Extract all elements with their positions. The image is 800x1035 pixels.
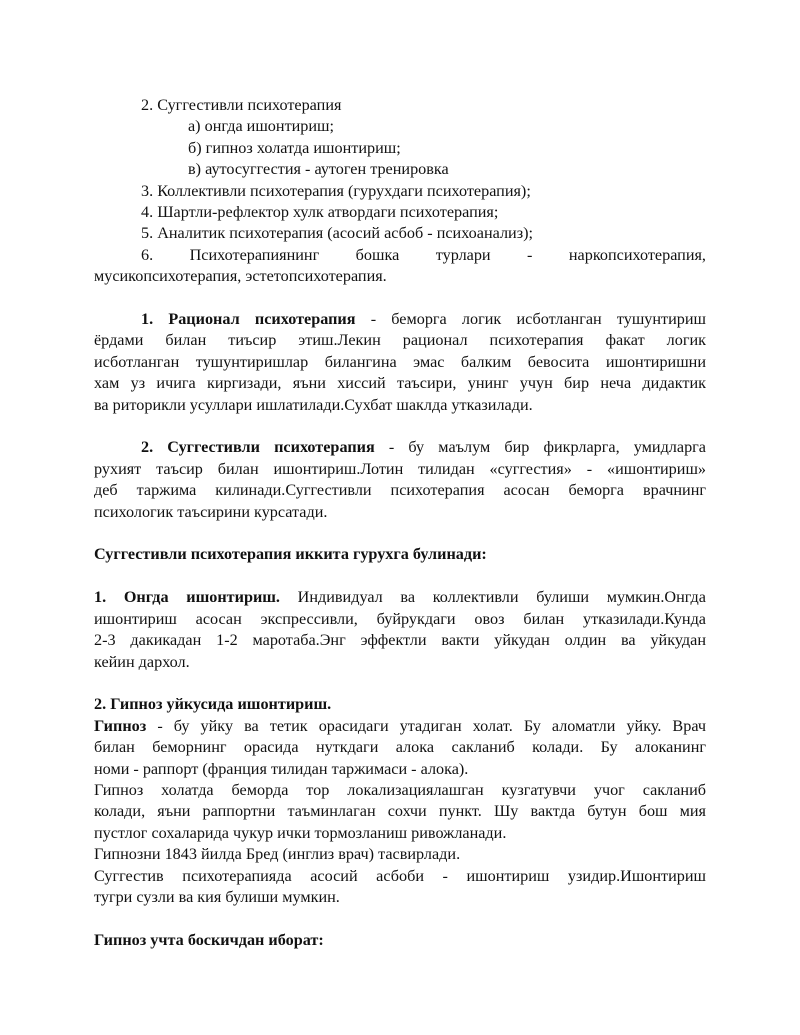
paragraph-line: Гипнозни 1843 йилда Бред (инглиз врач) тасвирлади.: [94, 845, 461, 864]
paragraph-line: номи - раппорт (франция тилидан таржимаси - алока).: [94, 759, 469, 778]
paragraph-line: психологик таъсирини курсатади.: [94, 502, 328, 521]
paragraph-line: колади, яъни раппортни таъминлаган сохчи пункт. Шу вактда бутун бош мия: [94, 802, 706, 821]
list-item-continuation: мусикопсихотерапия, эстетопсихотерапия.: [94, 267, 387, 286]
list-word: Психотерапиянинг: [189, 245, 320, 264]
paragraph-text: Индивидуал ва коллективли булиши мумкин.Онгда: [279, 588, 706, 607]
paragraph-line: исботланган тушунтиришлар билангина эмас балким бевосита ишонтиришни: [94, 352, 706, 371]
paragraph-line: 2-3 дакикадан 1-2 маротаба.Энг эффектли вакти уйкудан олдин ва уйкудан: [94, 631, 706, 650]
section-heading: [94, 694, 706, 715]
paragraph-heading: 2. Суггестивли психотерапия: [141, 438, 375, 457]
list-word: бошка: [355, 245, 400, 264]
paragraph-line: тугри сузли ва кия булиши мумкин.: [94, 887, 340, 906]
paragraph-text: - беморга логик исботланган тушунтириш: [355, 310, 707, 329]
list-word: турлари: [435, 245, 491, 264]
section-heading-text: 2. Гипноз уйкусида ишонтириш.: [94, 695, 332, 714]
list-subitem: а) онгда ишонтириш;: [188, 117, 335, 136]
list-item: 2. Суггестивли психотерапия: [141, 96, 342, 114]
paragraph-line: рухият таъсир билан ишонтириш.Лотин тилидан «суггестия» - «ишонтириш»: [94, 459, 706, 478]
list-item: [94, 245, 706, 266]
paragraph-heading: 1. Онгда ишонтириш.: [94, 588, 280, 607]
list-subitem: в) аутосуггестия - аутоген тренировка: [188, 160, 449, 179]
paragraph-heading: 1. Рационал психотерапия: [141, 310, 356, 329]
paragraph-line: Гипноз холатда беморда тор локализациялашган кузгатувчи учог сакланиб: [94, 780, 706, 799]
list-item: 3. Коллективли психотерапия (гурухдаги психотерапия);: [141, 181, 531, 200]
section-heading-text: Гипноз учта боскичдан иборат:: [94, 930, 324, 949]
list-word: -: [527, 245, 533, 264]
paragraph-line: деб таржима килинади.Суггестивли психотерапия асосан беморга врачнинг: [94, 481, 706, 500]
section-heading: [94, 930, 706, 951]
list-word: наркопсихотерапия,: [568, 245, 706, 264]
list-item: 5. Аналитик психотерапия (асосий асбоб - психоанализ);: [141, 224, 533, 243]
paragraph-line: [94, 437, 706, 458]
paragraph-line: билан беморнинг орасида нуткдаги алока сакланиб колади. Бу алоканинг: [94, 738, 706, 757]
paragraph-line: ва риторикли усуллари ишлатилади.Сухбат шаклда утказилади.: [94, 395, 533, 414]
paragraph-line: ишонтириш асосан экспрессивли, буйрукдаги овоз билан утказилади.Кунда: [94, 609, 706, 628]
paragraph-line: ёрдами билан тиъсир этиш.Лекин рационал психотерапия факат логик: [94, 331, 706, 350]
list-item: 4. Шартли-рефлектор хулк атвордаги психотерапия;: [141, 203, 499, 222]
paragraph-line: кейин дархол.: [94, 652, 190, 671]
paragraph-heading: Гипноз: [94, 716, 147, 735]
paragraph-text: - бу уйку ва тетик орасидаги утадиган холат. Бу аломатли уйку. Врач: [146, 716, 706, 735]
paragraph-line: [94, 309, 706, 330]
section-heading-text: Суггестивли психотерапия иккита гурухга булинади:: [94, 545, 487, 564]
list-word: 6.: [141, 245, 154, 264]
list-subitem: б) гипноз холатда ишонтириш;: [188, 138, 401, 157]
paragraph-line: [94, 716, 706, 737]
paragraph-line: Суггестив психотерапияда асосий асбоби - ишонтириш узидир.Ишонтириш: [94, 866, 706, 885]
paragraph-line: пустлог сохаларида чукур ички тормозланиш ривожланади.: [94, 823, 507, 842]
paragraph-line: [94, 587, 706, 608]
paragraph-line: хам уз ичига киргизади, яъни хиссий таъсири, унинг учун бир неча дидактик: [94, 374, 706, 393]
paragraph-text: - бу маълум бир фикрларга, умидларга: [374, 438, 706, 457]
document-page: [94, 95, 706, 951]
section-heading: [94, 544, 706, 565]
